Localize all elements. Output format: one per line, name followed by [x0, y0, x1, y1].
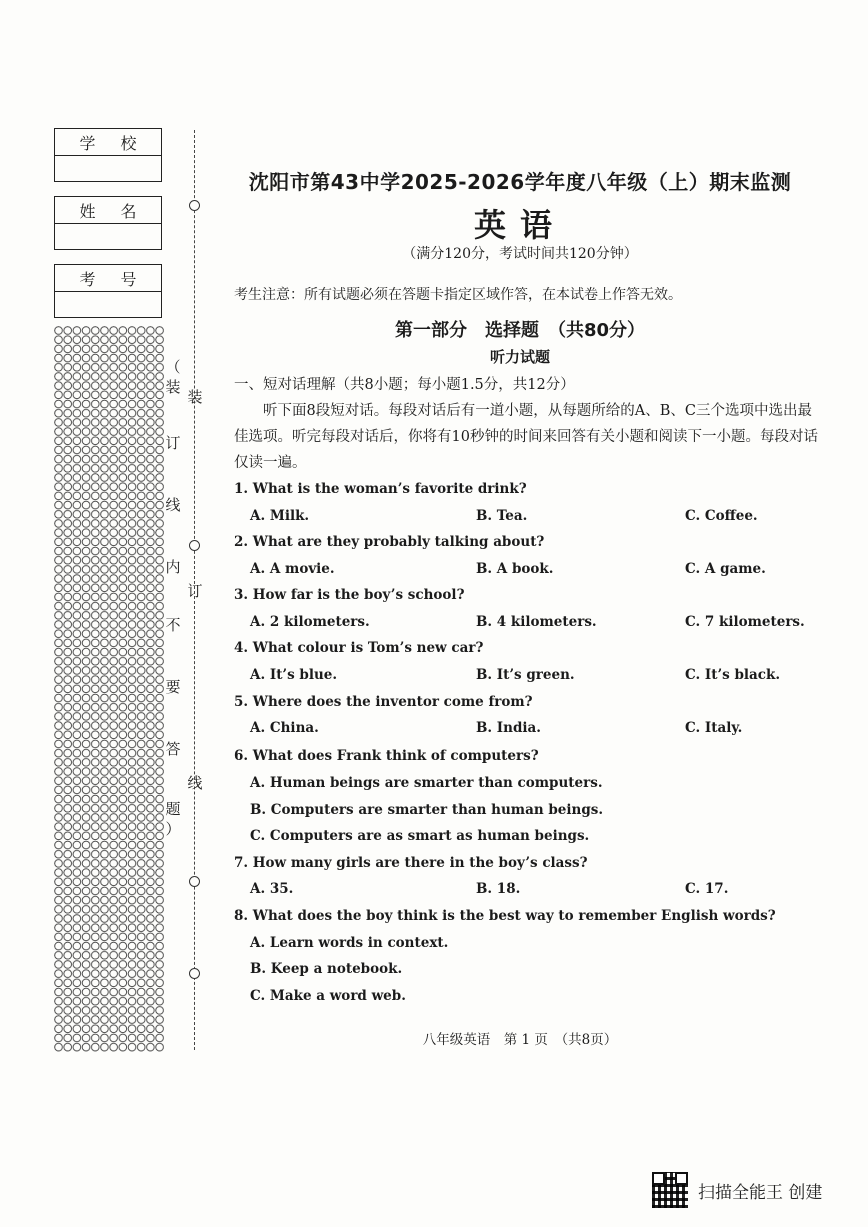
exam-meta: （满分120分，考试时间共120分钟） — [402, 246, 638, 262]
inner-vertical-char: 要 — [165, 678, 181, 696]
q5-option-a: A. China. — [250, 720, 319, 736]
inner-vertical-char: 订 — [165, 434, 181, 452]
q8-option-c: C. Make a word web. — [250, 988, 406, 1004]
q3-option-a: A. 2 kilometers. — [250, 614, 370, 630]
q6-option-a: A. Human beings are smarter than computers. — [250, 775, 603, 791]
q5-option-c: C. Italy. — [685, 720, 743, 736]
q1-option-a: A. Milk. — [250, 508, 310, 524]
inner-vertical-char: 答 — [165, 740, 181, 758]
q2-option-a: A. A movie. — [250, 561, 335, 577]
part-subtitle: 听力试题 — [489, 348, 550, 366]
binding-hole-icon — [189, 876, 200, 887]
question-2: 2. What are they probably talking about? — [234, 534, 545, 550]
question-3: 3. How far is the boy’s school? — [234, 587, 465, 603]
q7-option-a: A. 35. — [250, 881, 294, 897]
binding-hole-icon — [189, 200, 200, 211]
answer-bubble-grid — [54, 326, 164, 1052]
watermark-text: 扫描全能王 创建 — [698, 1182, 823, 1203]
inner-vertical-char: 内 — [165, 558, 181, 576]
question-5: 5. Where does the inventor come from? — [234, 694, 533, 710]
q3-option-c: C. 7 kilometers. — [685, 614, 805, 630]
q5-option-b: B. India. — [476, 720, 541, 736]
school-field — [54, 128, 162, 182]
exam-number-field — [54, 264, 162, 318]
q8-option-b: B. Keep a notebook. — [250, 961, 403, 977]
page-footer: 八年级英语 第 1 页 （共8页） — [422, 1032, 618, 1048]
subject-title: 英语 — [473, 206, 566, 244]
question-8: 8. What does the boy think is the best way to remember English words? — [234, 908, 776, 924]
q6-option-c: C. Computers are as smart as human beings. — [250, 828, 590, 844]
inner-vertical-char: 装 — [165, 378, 181, 396]
inner-vertical-char: 线 — [165, 496, 181, 514]
outer-vertical-char: 装 — [187, 388, 203, 406]
question-6: 6. What does Frank think of computers? — [234, 748, 539, 764]
q3-option-b: B. 4 kilometers. — [476, 614, 597, 630]
name-label-2: 名 — [120, 201, 137, 221]
section-instructions: 听下面8段短对话。每段对话后有一道小题，从每题所给的A、B、C三个选项中选出最佳选项。听完每段对话后，你将有10秒钟的时间来回答有关小题和阅读下一小题。每段对话仅读一遍。 — [234, 403, 818, 471]
inner-vertical-char: （ — [165, 358, 181, 376]
q1-option-b: B. Tea. — [476, 508, 528, 524]
inner-vertical-char: 题 — [165, 800, 181, 818]
exam-no-label-1: 考 — [79, 269, 96, 289]
binding-hole-icon — [189, 540, 200, 551]
q7-option-c: C. 17. — [685, 881, 729, 897]
name-field — [54, 196, 162, 250]
question-1: 1. What is the woman’s favorite drink? — [234, 481, 527, 497]
q7-option-b: B. 18. — [476, 881, 521, 897]
inner-vertical-char: 不 — [165, 616, 181, 634]
outer-vertical-char: 线 — [187, 774, 203, 792]
part-title: 第一部分 选择题 （共80分） — [394, 320, 646, 341]
question-4: 4. What colour is Tom’s new car? — [234, 640, 484, 656]
q6-option-b: B. Computers are smarter than human beings. — [250, 802, 604, 818]
q2-option-b: B. A book. — [476, 561, 554, 577]
qr-code-icon — [652, 1172, 688, 1208]
question-7: 7. How many girls are there in the boy’s class? — [234, 855, 588, 871]
exam-title: 沈阳市第43中学2025-2026学年度八年级（上）期末监测 — [248, 170, 792, 194]
outer-vertical-char: 订 — [187, 582, 203, 600]
inner-vertical-char: ） — [165, 820, 181, 838]
school-label-1: 学 — [79, 133, 96, 153]
school-label-2: 校 — [120, 133, 137, 153]
scanner-watermark — [652, 1172, 822, 1208]
exam-no-label-2: 号 — [120, 269, 137, 289]
section-heading: 一、短对话理解（共8小题；每小题1.5分，共12分） — [234, 377, 575, 393]
q1-option-c: C. Coffee. — [685, 508, 758, 524]
q2-option-c: C. A game. — [685, 561, 766, 577]
exam-notice: 考生注意：所有试题必须在答题卡指定区域作答，在本试卷上作答无效。 — [234, 287, 682, 303]
binding-hole-icon — [189, 968, 200, 979]
q4-option-b: B. It’s green. — [476, 667, 575, 683]
q4-option-c: C. It’s black. — [685, 667, 781, 683]
q4-option-a: A. It’s blue. — [250, 667, 338, 683]
name-label-1: 姓 — [79, 201, 96, 221]
q8-option-a: A. Learn words in context. — [250, 935, 449, 951]
